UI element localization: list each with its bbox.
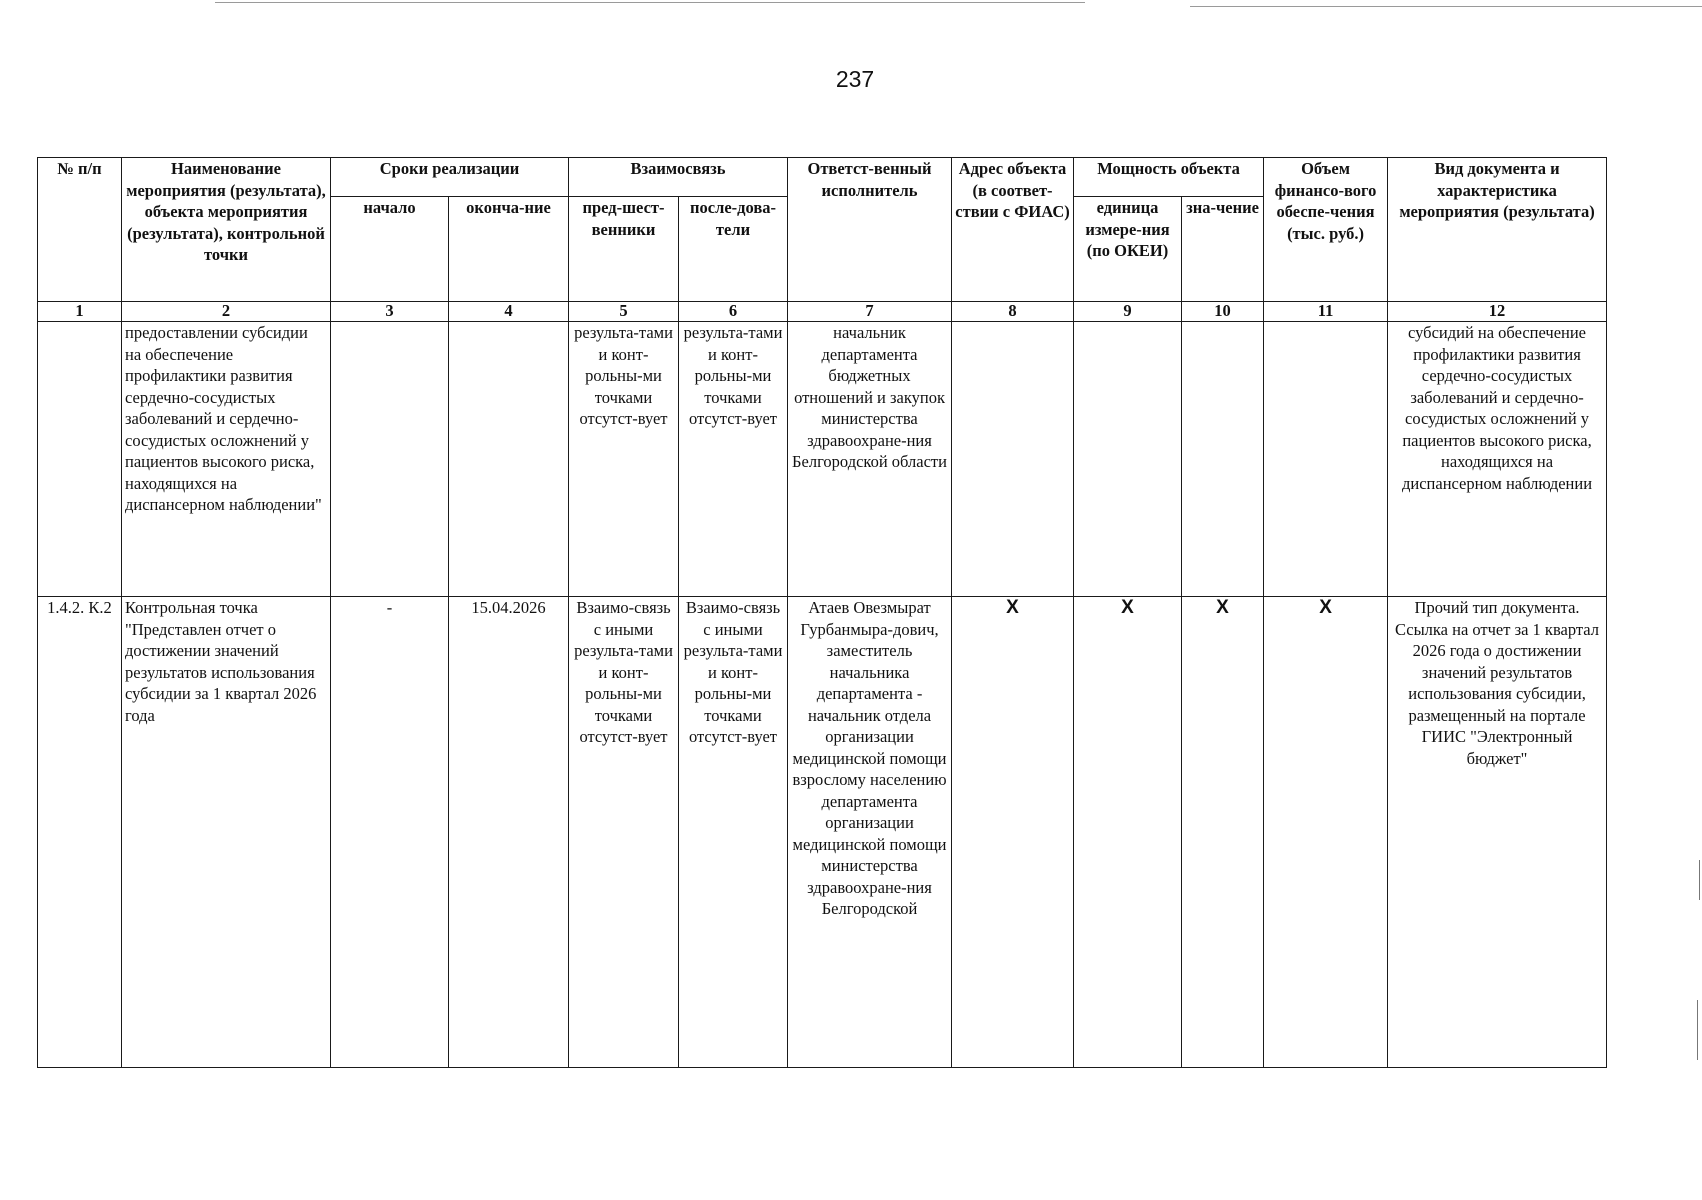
- cell-unit: [1074, 322, 1182, 597]
- header-capacity: Мощность объекта: [1074, 158, 1264, 197]
- header-name: Наименование мероприятия (результата), объекта мероприятия (результата), контрольной точки: [122, 158, 331, 302]
- cell-doc-type: Прочий тип документа. Ссылка на отчет за 1 квартал 2026 года о достижении значений результатов использования субсидии, размещенный на портале ГИИС "Электронный бюджет": [1388, 597, 1607, 1068]
- header-relation: Взаимосвязь: [569, 158, 788, 197]
- cell-finance: [1264, 322, 1388, 597]
- header-relation-pred: пред-шест-венники: [569, 197, 679, 302]
- column-number: 8: [952, 302, 1074, 322]
- scan-edge-line: [215, 2, 1085, 3]
- cell-value: [1182, 322, 1264, 597]
- header-relation-next: после-дова-тели: [679, 197, 788, 302]
- cell-address: [952, 322, 1074, 597]
- cell-end: [449, 322, 569, 597]
- cell-doc-type: субсидий на обеспечение профилактики развития сердечно-сосудистых заболеваний и сердечно-сосудистых осложнений у пациентов высокого риска, находящихся на диспансерном наблюдении: [1388, 322, 1607, 597]
- cell-responsible: начальник департамента бюджетных отношений и закупок министерства здравоохране-ния Белгородской области: [788, 322, 952, 597]
- cell-successors: Взаимо-связь с иными результа-тами и конт-рольны-ми точками отсутст-вует: [679, 597, 788, 1068]
- cell-num: [38, 322, 122, 597]
- header-finance: Объем финансо-вого обеспе-чения (тыс. руб.): [1264, 158, 1388, 302]
- column-number: 4: [449, 302, 569, 322]
- header-doc-type: Вид документа и характеристика мероприятия (результата): [1388, 158, 1607, 302]
- header-num: № п/п: [38, 158, 122, 302]
- cell-responsible: Атаев Овезмырат Гурбанмыра-дович, заместитель начальника департамента - начальник отдела организации медицинской помощи взрослому населению департамента организации медицинской помощи министерства здравоохране-ния Белгородской: [788, 597, 952, 1068]
- header-responsible: Ответст-венный исполнитель: [788, 158, 952, 302]
- column-number: 12: [1388, 302, 1607, 322]
- cell-name: Контрольная точка "Представлен отчет о достижении значений результатов использования субсидии за 1 квартал 2026 года: [122, 597, 331, 1068]
- header-terms: Сроки реализации: [331, 158, 569, 197]
- cell-predecessors: Взаимо-связь с иными результа-тами и конт-рольны-ми точками отсутст-вует: [569, 597, 679, 1068]
- column-number: 7: [788, 302, 952, 322]
- cell-num: 1.4.2. К.2: [38, 597, 122, 1068]
- cell-value: X: [1182, 597, 1264, 1068]
- cell-end: 15.04.2026: [449, 597, 569, 1068]
- scan-edge-mark: [1699, 860, 1700, 900]
- column-number: 1: [38, 302, 122, 322]
- scan-edge-line: [1190, 6, 1702, 7]
- column-number-row: [38, 302, 1607, 322]
- column-number: 3: [331, 302, 449, 322]
- cell-unit: X: [1074, 597, 1182, 1068]
- column-number: 11: [1264, 302, 1388, 322]
- cell-successors: результа-тами и конт-рольны-ми точками отсутст-вует: [679, 322, 788, 597]
- cell-predecessors: результа-тами и конт-рольны-ми точками отсутст-вует: [569, 322, 679, 597]
- header-address: Адрес объекта (в соответ-ствии с ФИАС): [952, 158, 1074, 302]
- header-terms-start: начало: [331, 197, 449, 302]
- cell-finance: X: [1264, 597, 1388, 1068]
- table-row: [38, 322, 1607, 597]
- plan-table: [37, 157, 1607, 1068]
- column-number: 5: [569, 302, 679, 322]
- scan-edge-mark: [1697, 1000, 1698, 1060]
- column-number: 2: [122, 302, 331, 322]
- column-number: 6: [679, 302, 788, 322]
- page-number: 237: [835, 66, 875, 92]
- header-row: [38, 158, 1607, 197]
- header-capacity-unit: единица измере-ния (по ОКЕИ): [1074, 197, 1182, 302]
- cell-name: предоставлении субсидии на обеспечение профилактики развития сердечно-сосудистых заболеваний и сердечно-сосудистых осложнений у пациентов высокого риска, находящихся на диспансерном наблюдении": [122, 322, 331, 597]
- header-terms-end: оконча-ние: [449, 197, 569, 302]
- cell-start: [331, 322, 449, 597]
- cell-start: -: [331, 597, 449, 1068]
- cell-address: X: [952, 597, 1074, 1068]
- table-row: [38, 597, 1607, 1068]
- header-capacity-value: зна-чение: [1182, 197, 1264, 302]
- column-number: 10: [1182, 302, 1264, 322]
- column-number: 9: [1074, 302, 1182, 322]
